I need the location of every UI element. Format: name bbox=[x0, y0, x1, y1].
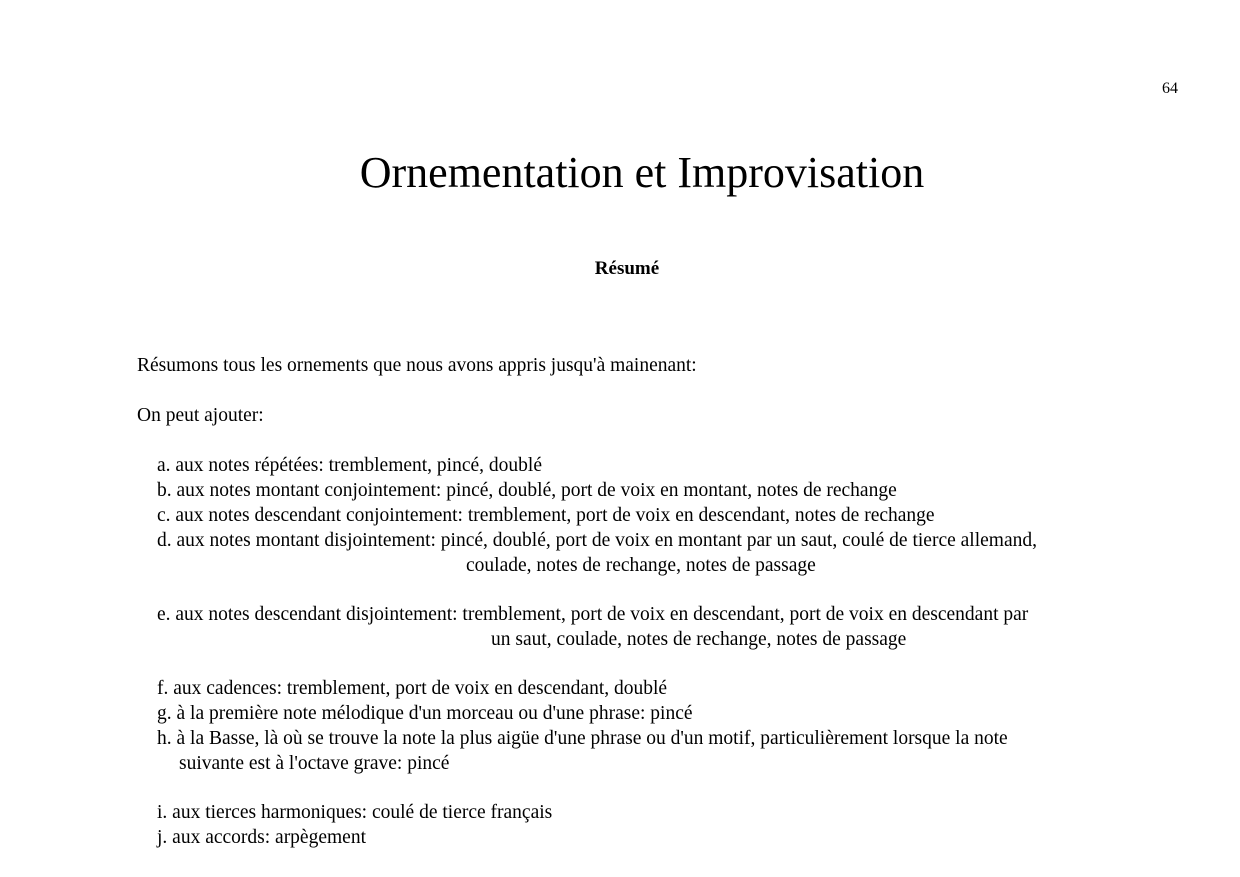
list-item-continuation: coulade, notes de rechange, notes de passage bbox=[466, 555, 816, 576]
list-item-e bbox=[157, 602, 1028, 652]
page-number: 64 bbox=[1162, 80, 1178, 97]
list-item-i bbox=[157, 800, 552, 825]
list-item-g bbox=[157, 701, 693, 726]
list-item-text: j. aux accords: arpègement bbox=[157, 827, 366, 848]
list-item-c bbox=[157, 503, 935, 528]
list-item-d bbox=[157, 528, 1037, 578]
list-item-h bbox=[157, 726, 1008, 776]
list-item-text: g. à la première note mélodique d'un morceau ou d'une phrase: pincé bbox=[157, 703, 693, 724]
list-item-text: c. aux notes descendant conjointement: tremblement, port de voix en descendant, notes de rechange bbox=[157, 505, 935, 526]
list-item-text: f. aux cadences: tremblement, port de voix en descendant, doublé bbox=[157, 678, 668, 699]
list-item-text: b. aux notes montant conjointement: pincé, doublé, port de voix en montant, notes de rechange bbox=[157, 480, 897, 501]
section-subtitle: Résumé bbox=[594, 258, 660, 279]
list-item-text: e. aux notes descendant disjointement: tremblement, port de voix en descendant, port de voix en descendant par bbox=[157, 604, 1029, 625]
add-paragraph: On peut ajouter: bbox=[137, 405, 264, 426]
list-item-continuation: suivante est à l'octave grave: pincé bbox=[179, 753, 450, 774]
list-item-text: i. aux tierces harmoniques: coulé de tierce français bbox=[157, 802, 553, 823]
page-title: Ornementation et Improvisation bbox=[359, 148, 925, 197]
list-item-b bbox=[157, 478, 897, 503]
list-item-f bbox=[157, 676, 667, 701]
list-item-text: a. aux notes répétées: tremblement, pincé, doublé bbox=[157, 455, 542, 476]
list-item-text: h. à la Basse, là où se trouve la note la plus aigüe d'une phrase ou d'un motif, particulièrement lorsque la note bbox=[157, 728, 1008, 749]
list-item-j bbox=[157, 825, 366, 850]
intro-paragraph: Résumons tous les ornements que nous avons appris jusqu'à mainenant: bbox=[137, 355, 697, 376]
list-item-continuation: un saut, coulade, notes de rechange, notes de passage bbox=[491, 629, 907, 650]
list-item-a bbox=[157, 453, 542, 478]
list-item-text: d. aux notes montant disjointement: pincé, doublé, port de voix en montant par un saut, coulé de tierce allemand, bbox=[157, 530, 1037, 551]
